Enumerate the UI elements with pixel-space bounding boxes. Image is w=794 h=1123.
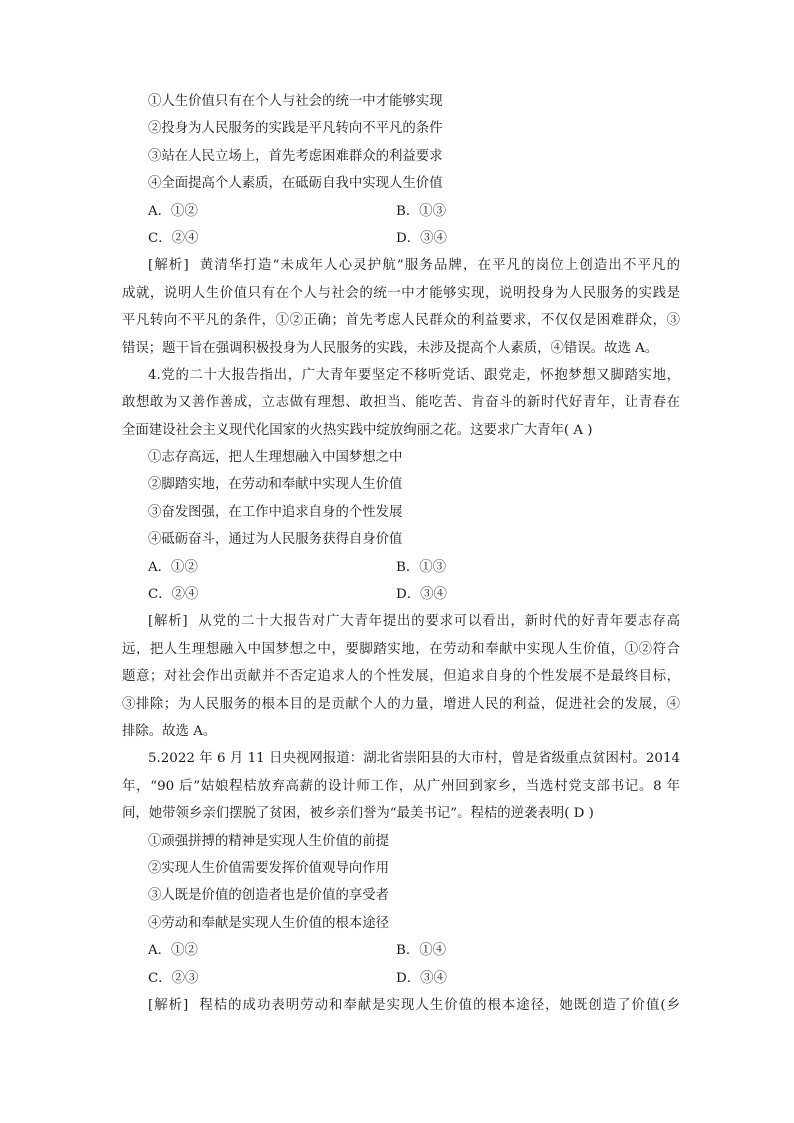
- q4-analysis-line-4: ③排除；为人民服务的根本目的是贡献个人的力量，增进人民的利益，促进社会的发展，④: [122, 696, 680, 712]
- q5-stem: [122, 745, 680, 827]
- q3-option-b: B．①③: [396, 203, 447, 219]
- q5-option-c: C．②③: [148, 970, 199, 986]
- q5-analysis: [122, 992, 680, 1019]
- q4-statement-4: ④砥砺奋斗，通过为人民服务获得自身价值: [148, 532, 403, 548]
- q4-analysis-line-2: 远，把人生理想融入中国梦想之中，要脚踏实地，在劳动和奉献中实现人生价值，①②符合: [122, 641, 680, 657]
- q3-analysis-line-1: [解析] 黄清华打造“未成年人心灵护航”服务品牌，在平凡的岗位上创造出不平凡的: [148, 258, 680, 274]
- q3-analysis-line-3: 平凡转向不平凡的条件，①②正确；首先考虑人民群众的利益要求，不仅仅是困难群众，③: [122, 313, 680, 329]
- document-page: [122, 88, 680, 1019]
- q4-options-row-2: [122, 581, 680, 608]
- q3-statement-3: ③站在人民立场上，首先考虑困难群众的利益要求: [148, 148, 443, 164]
- q4-statement-1: ①志存高远，把人生理想融入中国梦想之中: [148, 450, 403, 466]
- q4-analysis-tag: [解析]: [148, 614, 188, 630]
- q5-stem-line-3: 间，她带领乡亲们摆脱了贫困，被乡亲们誉为“最美书记”。程桔的逆袭表明( D ): [122, 806, 594, 822]
- q4-options-row-1: [122, 554, 680, 581]
- q5-option-d: D．③④: [396, 970, 447, 986]
- q4-statement-3: ③奋发图强，在工作中追求自身的个性发展: [148, 504, 403, 520]
- q4-analysis: [122, 608, 680, 745]
- q4-analysis-line-3: 题意；对社会作出贡献并不否定追求人的个性发展，但追求自身的个性发展不是最终目标，: [122, 669, 680, 685]
- q5-analysis-line-1: [解析] 程桔的成功表明劳动和奉献是实现人生价值的根本途径，她既创造了价值(乡: [148, 997, 680, 1013]
- q4-statement-2: ②脚踏实地，在劳动和奉献中实现人生价值: [148, 477, 403, 493]
- q3-options-row-1: [122, 198, 680, 225]
- q3-options-row-2: [122, 225, 680, 252]
- q3-statement-4: ④全面提高个人素质，在砥砺自我中实现人生价值: [148, 176, 443, 192]
- q4-analysis-line-5: 排除。故选 A。: [122, 723, 217, 739]
- q5-option-b: B．①④: [396, 943, 447, 959]
- q4-analysis-line-1: [解析] 从党的二十大报告对广大青年提出的要求可以看出，新时代的好青年要志存高: [148, 614, 680, 630]
- q5-statement-2: ②实现人生价值需要发挥价值观导向作用: [148, 860, 390, 876]
- q3-analysis-line-4: 错误；题干旨在强调积极投身为人民服务的实践，未涉及提高个人素质，④错误。故选 A。: [122, 340, 659, 356]
- q3-statement-2: ②投身为人民服务的实践是平凡转向不平凡的条件: [148, 121, 443, 137]
- q5-analysis-tag: [解析]: [148, 997, 189, 1013]
- q3-option-c: C．②④: [148, 230, 199, 246]
- q5-stem-line-1: 5.2022 年 6 月 11 日央视网报道：湖北省崇阳县的大市村，曾是省级重点贫困村。2014: [148, 751, 680, 767]
- q5-statements: [122, 828, 680, 938]
- q3-option-d: D．③④: [396, 230, 447, 246]
- q5-statement-4: ④劳动和奉献是实现人生价值的根本途径: [148, 915, 390, 931]
- q5-options-row-1: [122, 937, 680, 964]
- q3-analysis-tag: [解析]: [148, 258, 189, 274]
- q5-statement-3: ③人既是价值的创造者也是价值的享受者: [148, 888, 390, 904]
- q3-analysis-line-2: 成就，说明人生价值只有在个人与社会的统一中才能够实现，说明投身为人民服务的实践是: [122, 285, 680, 301]
- q5-options-row-2: [122, 965, 680, 992]
- q3-statement-1: ①人生价值只有在个人与社会的统一中才能够实现: [148, 94, 443, 109]
- q4-option-c: C．②④: [148, 587, 199, 603]
- q4-option-d: D．③④: [396, 587, 447, 603]
- q4-statements: [122, 444, 680, 554]
- q5-option-a: A．①②: [148, 943, 198, 959]
- q5-stem-line-2: 年，“90 后”姑娘程桔放弃高薪的设计师工作，从广州回到家乡，当选村党支部书记。8 年: [122, 778, 680, 794]
- q3-option-a: A．①②: [148, 203, 198, 219]
- q4-stem-line-1: 4.党的二十大报告指出，广大青年要坚定不移听党话、跟党走，怀抱梦想又脚踏实地，: [148, 367, 680, 383]
- q4-stem-line-2: 敢想敢为又善作善成，立志做有理想、敢担当、能吃苦、肯奋斗的新时代好青年，让青春在: [122, 395, 680, 411]
- q4-stem: [122, 362, 680, 444]
- q3-analysis: [122, 252, 680, 362]
- q4-stem-line-3: 全面建设社会主义现代化国家的火热实践中绽放绚丽之花。这要求广大青年( A ): [122, 422, 593, 438]
- q4-option-b: B．①③: [396, 559, 447, 575]
- q5-statement-1: ①顽强拼搏的精神是实现人生价值的前提: [148, 833, 390, 849]
- q4-option-a: A．①②: [148, 559, 198, 575]
- q3-statements: [122, 88, 680, 198]
